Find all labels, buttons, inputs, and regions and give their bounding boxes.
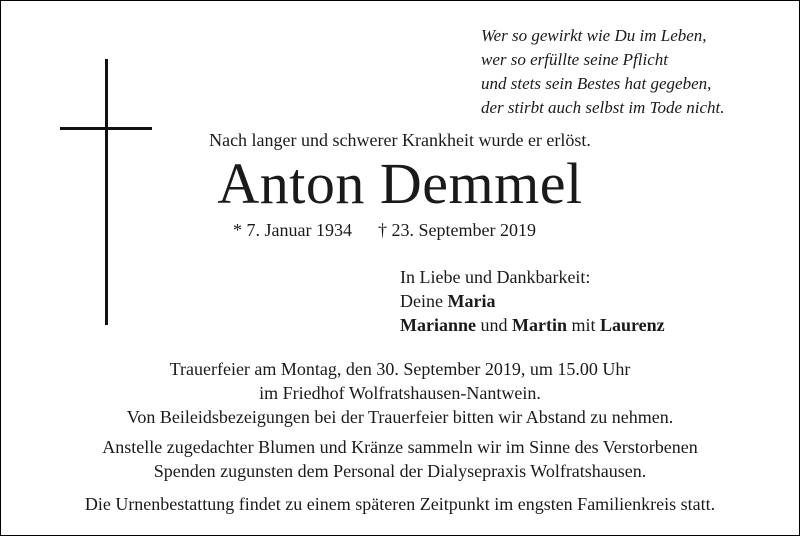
family-prefix: Deine xyxy=(400,291,448,311)
family-name-laurenz: Laurenz xyxy=(600,315,665,335)
family-line-2 xyxy=(400,289,665,313)
family-line-3 xyxy=(400,313,665,337)
family-line-1: In Liebe und Dankbarkeit: xyxy=(400,267,591,287)
burial-info: Die Urnenbestattung findet zu einem späteren Zeitpunkt im engsten Familienkreis statt. xyxy=(84,494,716,514)
donation-line: Spenden zugunsten dem Personal der Dialysepraxis Wolfratshausen. xyxy=(153,461,647,481)
family-name-martin: Martin xyxy=(512,315,567,335)
poem-line: und stets sein Bestes hat gegeben, xyxy=(481,74,712,93)
poem-line: wer so erfüllte seine Pflicht xyxy=(481,50,668,69)
life-dates xyxy=(233,218,536,242)
family-name-marianne: Marianne xyxy=(400,315,476,335)
ceremony-line: Von Beileidsbezeigungen bei der Trauerfeier bitten wir Abstand zu nehmen. xyxy=(126,407,674,427)
family-conjunction: und xyxy=(476,315,512,335)
death-date: † 23. September 2019 xyxy=(377,220,536,240)
birth-date: * 7. Januar 1934 xyxy=(233,220,352,240)
poem-line: Wer so gewirkt wie Du im Leben, xyxy=(481,26,707,45)
poem xyxy=(481,24,781,120)
intro-text: Nach langer und schwerer Krankheit wurde er erlöst. xyxy=(209,130,591,150)
ceremony-info xyxy=(0,357,800,429)
poem-line: der stirbt auch selbst im Tode nicht. xyxy=(481,98,725,117)
donation-info xyxy=(0,435,800,483)
family-signature xyxy=(400,265,665,337)
family-name-maria: Maria xyxy=(447,291,496,311)
ceremony-line: Trauerfeier am Montag, den 30. September 2019, um 15.00 Uhr xyxy=(169,359,631,379)
deceased-name: Anton Demmel xyxy=(217,151,583,216)
family-with: mit xyxy=(566,315,600,335)
ceremony-line: im Friedhof Wolfratshausen-Nantwein. xyxy=(259,383,541,403)
donation-line: Anstelle zugedachter Blumen und Kränze sammeln wir im Sinne des Verstorbenen xyxy=(102,437,698,457)
